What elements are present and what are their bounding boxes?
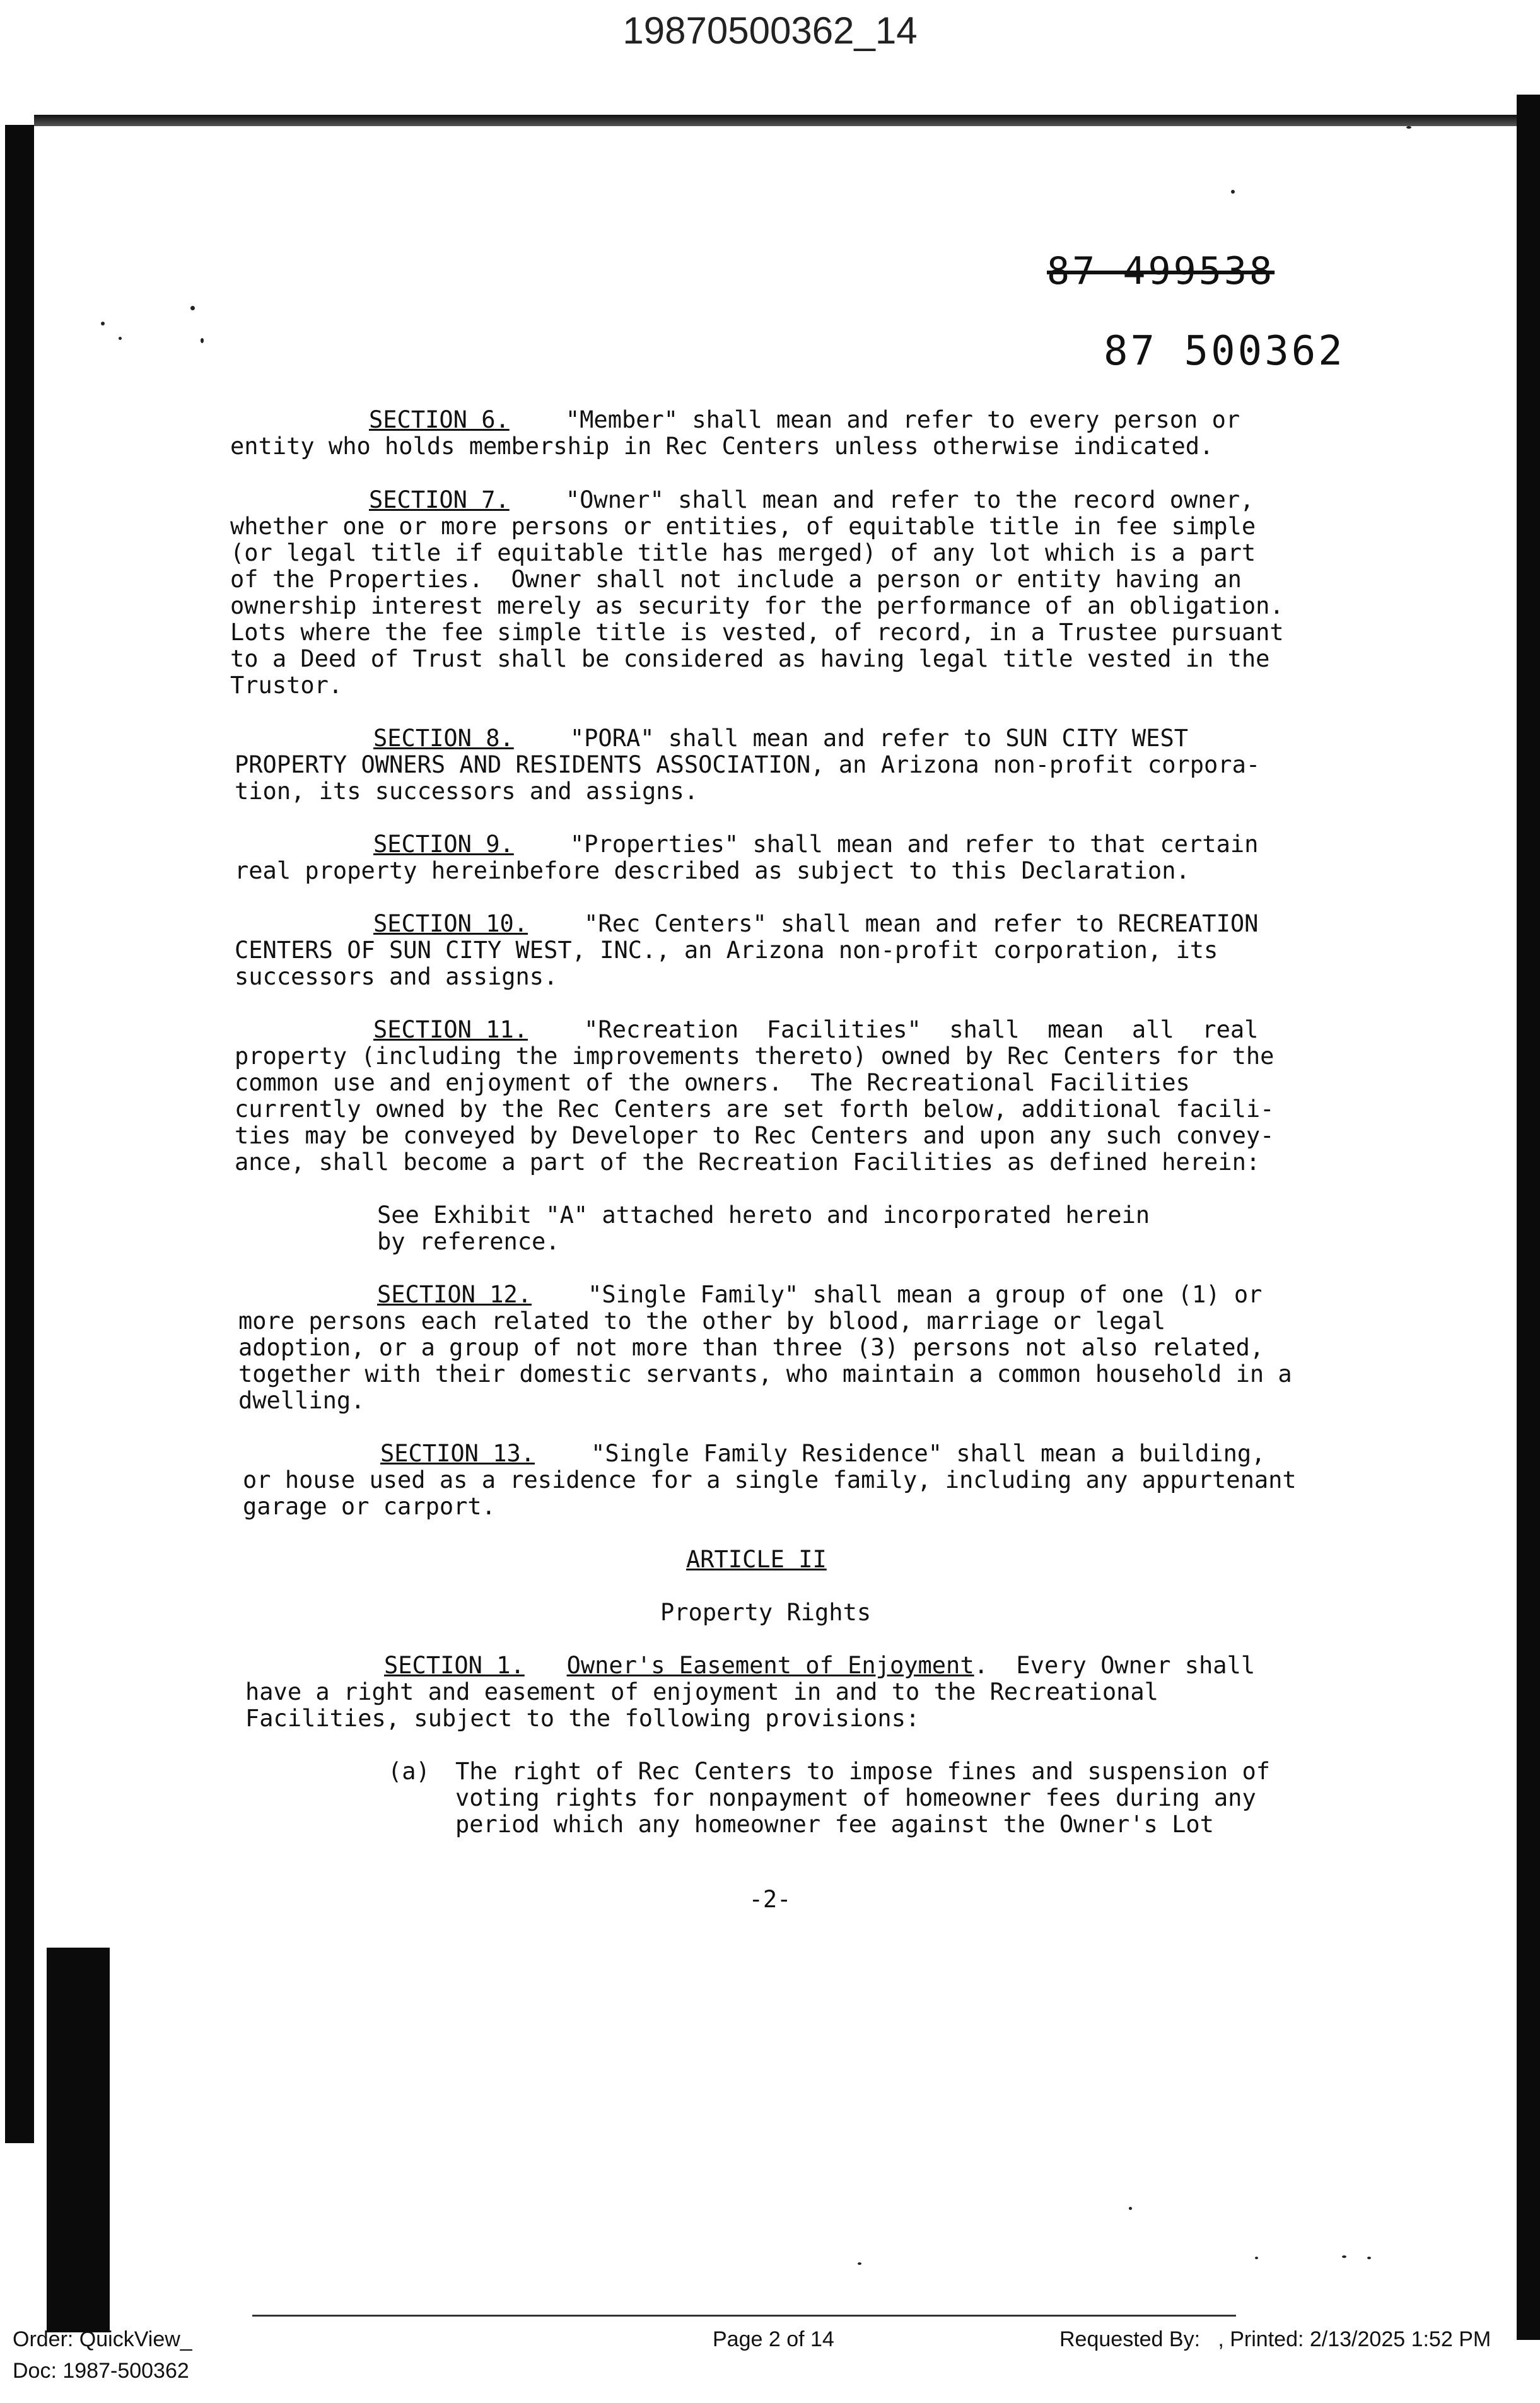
item-a-line: The right of Rec Centers to impose fines and suspension of (455, 1758, 1271, 1785)
section-6-first-line (369, 407, 1240, 433)
section-9-line: real property hereinbefore described as subject to this Declaration. (235, 857, 1190, 884)
scan-speck (1367, 2257, 1371, 2259)
section-11-first-line (373, 1017, 1258, 1043)
article-2-section-1-line: Facilities, subject to the following provisions: (245, 1705, 920, 1732)
item-a-line: period which any homeowner fee against the Owner's Lot (455, 1811, 1214, 1838)
section-12-text: "Single Family" shall mean a group of one (1) or (588, 1281, 1263, 1308)
exhibit-reference-line: See Exhibit "A" attached hereto and incorporated herein (377, 1202, 1150, 1229)
section-8-text: "PORA" shall mean and refer to SUN CITY WEST (569, 725, 1189, 752)
section-13-line: or house used as a residence for a single family, including any appurtenant (243, 1466, 1297, 1494)
section-7-first-line (369, 487, 1254, 513)
section-12-first-line (377, 1282, 1262, 1308)
section-10-heading: SECTION 10. (373, 910, 528, 937)
section-13-text: "Single Family Residence" shall mean a building, (591, 1440, 1266, 1467)
page-number: -2- (749, 1886, 791, 1913)
item-a-line: voting rights for nonpayment of homeowner fees during any (455, 1784, 1256, 1811)
section-7-line: Trustor. (230, 672, 343, 699)
footer-order: Order: QuickView_ (13, 2327, 192, 2351)
section-8-heading: SECTION 8. (373, 725, 514, 752)
section-8-line: PROPERTY OWNERS AND RESIDENTS ASSOCIATION, an Arizona non-profit corpora- (235, 751, 1261, 778)
scan-left-border-lower (47, 1948, 110, 2332)
section-13-first-line (380, 1441, 1265, 1467)
section-10-line: successors and assigns. (235, 963, 558, 990)
document-id: 19870500362_14 (622, 9, 918, 52)
recording-number: 87 500362 (1104, 328, 1345, 375)
section-10-first-line (373, 911, 1258, 937)
scan-right-border (1517, 95, 1540, 2340)
section-11-text: "Recreation Facilities" shall mean all real (584, 1016, 1259, 1043)
section-11-heading: SECTION 11. (373, 1016, 528, 1043)
section-7-line: (or legal title if equitable title has merged) of any lot which is a part (230, 539, 1256, 566)
section-7-line: Lots where the fee simple title is vested, of record, in a Trustee pursuant (230, 619, 1284, 646)
scan-speck (1231, 190, 1235, 194)
section-11-line: ties may be conveyed by Developer to Rec Centers and upon any such convey- (235, 1122, 1275, 1149)
section-11-line: ance, shall become a part of the Recreation Facilities as defined herein: (235, 1149, 1261, 1176)
scan-speck (1342, 2255, 1346, 2258)
article-2-section-1-line: have a right and easement of enjoyment in and to the Recreational (245, 1678, 1158, 1705)
section-13-heading: SECTION 13. (380, 1440, 535, 1467)
footer-requested: Requested By: , Printed: 2/13/2025 1:52 PM (1059, 2327, 1491, 2351)
scan-left-border (5, 125, 34, 2143)
section-12-heading: SECTION 12. (377, 1281, 532, 1308)
section-13-line: garage or carport. (243, 1493, 496, 1520)
section-12-line: adoption, or a group of not more than three (3) persons not also related, (238, 1334, 1264, 1361)
footer-rule (252, 2315, 1236, 2317)
scan-top-edge (34, 115, 1517, 126)
section-12-line: together with their domestic servants, who maintain a common household in a (238, 1360, 1292, 1388)
section-6-text: "Member" shall mean and refer to every person or (565, 406, 1240, 433)
article-title: ARTICLE II (686, 1546, 827, 1573)
section-7-text: "Owner" shall mean and refer to the record owner, (565, 486, 1254, 513)
section-12-line: dwelling. (238, 1387, 365, 1414)
scan-speck (1129, 2207, 1132, 2210)
section-7-line: ownership interest merely as security for the performance of an obligation. (230, 592, 1284, 619)
section-6-heading: SECTION 6. (369, 406, 510, 433)
scan-speck (190, 306, 195, 310)
scan-speck (1255, 2257, 1258, 2259)
struck-recording-number: 87 499538 (1047, 249, 1275, 293)
article-2-section-1-first-line (384, 1652, 1255, 1679)
article-2-section-1-text: . Every Owner shall (974, 1652, 1256, 1679)
section-12-line: more persons each related to the other by blood, marriage or legal (238, 1307, 1166, 1335)
exhibit-reference-line: by reference. (377, 1228, 560, 1255)
section-8-line: tion, its successors and assigns. (235, 778, 699, 805)
article-2-section-1-heading: SECTION 1. (384, 1652, 525, 1679)
scan-speck (858, 2262, 861, 2265)
section-7-heading: SECTION 7. (369, 486, 510, 513)
section-7-line: whether one or more persons or entities, of equitable title in fee simple (230, 513, 1256, 540)
footer-doc: Doc: 1987-500362 (13, 2359, 189, 2383)
section-11-line: property (including the improvements thereto) owned by Rec Centers for the (235, 1043, 1275, 1070)
item-a-label: (a) (388, 1758, 430, 1785)
article-2-section-1-title: Owner's Easement of Enjoyment (566, 1652, 974, 1679)
article-subtitle: Property Rights (660, 1599, 872, 1626)
section-9-text: "Properties" shall mean and refer to that certain (569, 831, 1259, 858)
section-10-line: CENTERS OF SUN CITY WEST, INC., an Arizona non-profit corporation, its (235, 937, 1218, 964)
section-7-line: to a Deed of Trust shall be considered as having legal title vested in the (230, 645, 1270, 672)
section-6-line: entity who holds membership in Rec Centers unless otherwise indicated. (230, 433, 1214, 460)
section-8-first-line (373, 725, 1188, 752)
scan-speck (119, 337, 122, 340)
scan-speck (101, 322, 105, 325)
scan-speck (201, 338, 204, 343)
section-9-first-line (373, 831, 1258, 858)
section-11-line: currently owned by the Rec Centers are set forth below, additional facili- (235, 1096, 1275, 1123)
footer-page: Page 2 of 14 (713, 2327, 834, 2351)
section-9-heading: SECTION 9. (373, 831, 514, 858)
section-7-line: of the Properties. Owner shall not include a person or entity having an (230, 566, 1242, 593)
section-11-line: common use and enjoyment of the owners. The Recreational Facilities (235, 1069, 1190, 1096)
section-10-text: "Rec Centers" shall mean and refer to RECREATION (584, 910, 1259, 937)
scan-speck (1406, 126, 1411, 129)
